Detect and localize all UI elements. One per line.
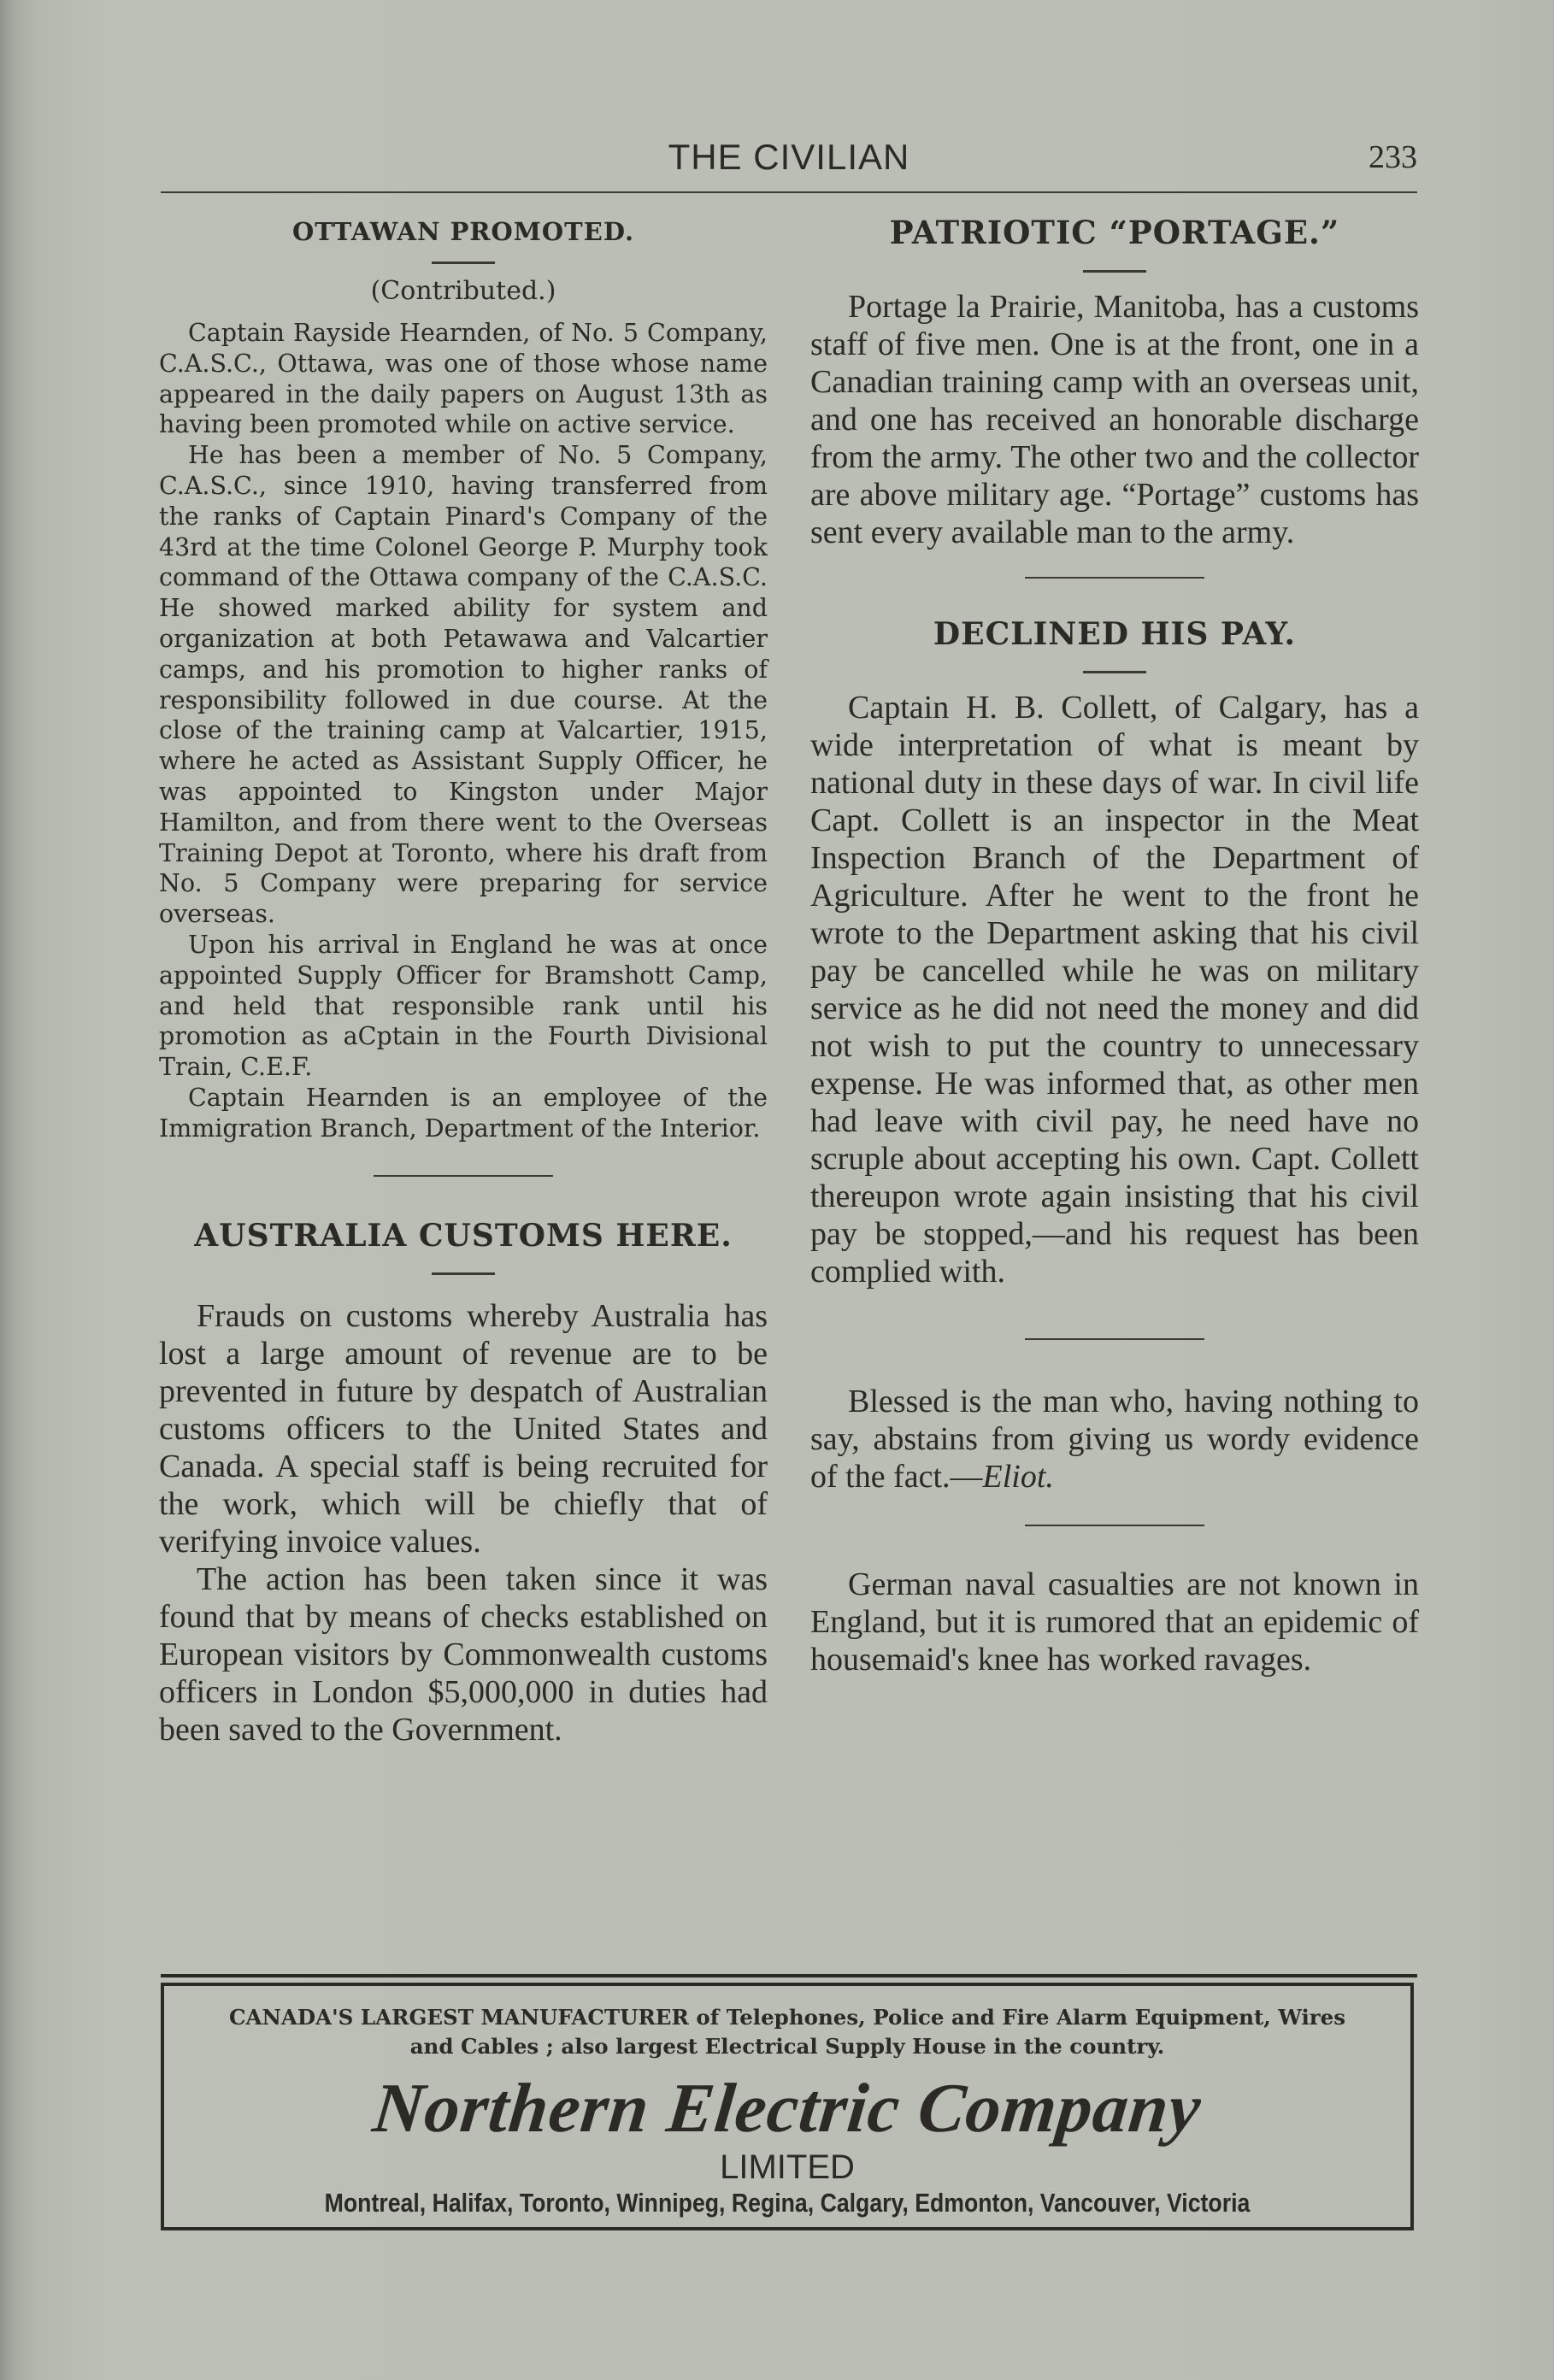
page-number: 233	[1369, 139, 1417, 175]
ad-description: CANADA'S LARGEST MANUFACTURER of Telephones, Police and Fire Alarm Equipment, Wires and Cables ; also largest Electrical Supply House in the country.	[228, 2005, 1346, 2059]
heading-rule	[1083, 270, 1146, 273]
ad-top-rule	[161, 1974, 1417, 1977]
article-heading-ottawan-promoted: OTTAWAN PROMOTED.	[291, 217, 635, 246]
section-divider	[1025, 1525, 1204, 1526]
article-paragraph: Captain Rayside Hearnden, of No. 5 Company, C.A.S.C., Ottawa, was one of those whose name appeared in the daily papers on August 13th as having been promoted while on active service.	[159, 319, 768, 439]
article-heading-declined-his-pay: DECLINED HIS PAY.	[933, 616, 1297, 652]
ad-company-name: Northern Electric Company	[369, 2069, 1205, 2147]
article-paragraph: Captain H. B. Collett, of Calgary, has a wide interpretation of what is meant by national duty in these days of war. In civil life Capt. Collett is an inspector in the Meat Inspection Branch of the Department of Agriculture. After he went to the front he wrote to the Department asking that his civil pay be cancelled while he was on military service as he did not need the money and did not wish to put the country to unnecessary expense. He was informed that, as other men had leave with civil pay, he need have no scruple about accepting his own. Capt. Collett thereupon wrote again insisting that his civil pay be stopped,—and his request has been complied with.	[810, 690, 1419, 1290]
advertisement	[161, 1983, 1414, 2230]
article-byline: (Contributed.)	[370, 276, 556, 306]
article-heading-patriotic-portage: PATRIOTIC “PORTAGE.”	[889, 214, 1340, 251]
heading-rule	[432, 1272, 495, 1275]
right-column	[810, 214, 1419, 1678]
running-header	[161, 135, 1417, 193]
article-heading-australia-customs: AUSTRALIA CUSTOMS HERE.	[194, 1217, 733, 1254]
heading-rule	[1083, 671, 1146, 673]
quote-text: Blessed is the man who, having nothing to say, abstains from giving us wordy evidence of the fact.—	[810, 1384, 1419, 1495]
article-paragraph: German naval casualties are not known in England, but it is rumored that an epidemic of housemaid's knee has worked ravages.	[810, 1566, 1419, 1678]
article-paragraph: He has been a member of No. 5 Company, C.A.S.C., since 1910, having transferred from the ranks of Captain Pinard's Company of the 43rd at the time Colonel George P. Murphy took command of the Ottawa company of the C.A.S.C. He showed marked ability for system and organization at both Petawawa and Valcartier camps, and his promotion to higher ranks of responsibility followed in due course. At the close of the training camp at Valcartier, 1915, where he acted as Assistant Supply Officer, he was appointed to Kingston under Major Hamilton, and from there went to the Overseas Training Depot at Toronto, where his draft from No. 5 Company were preparing for service overseas.	[159, 441, 768, 929]
quote-author: Eliot.	[982, 1459, 1054, 1495]
article-paragraph: The action has been taken since it was found that by means of checks established on European visitors by Commonwealth customs officers in London $5,000,000 in duties had been saved to the Government.	[159, 1560, 768, 1748]
article-paragraph: Frauds on customs whereby Australia has lost a large amount of revenue are to be prevented in future by despatch of Australian customs officers to the United States and Canada. A special staff is being recruited for the work, which will be chiefly that of verifying invoice values.	[159, 1297, 768, 1560]
ad-cities: Montreal, Halifax, Toronto, Winnipeg, Regina, Calgary, Edmonton, Vancouver, Victoria	[324, 2188, 1251, 2218]
article-paragraph: Captain Hearnden is an employee of the Immigration Branch, Department of the Interior.	[159, 1083, 768, 1143]
heading-rule	[432, 262, 495, 264]
section-divider	[374, 1175, 553, 1177]
article-paragraph: Upon his arrival in England he was at once appointed Supply Officer for Bramshott Camp, and held that responsible rank until his promotion as aCptain in the Fourth Divisional Train, C.E.F.	[159, 930, 768, 1082]
left-column	[159, 214, 768, 1748]
section-divider	[1025, 577, 1204, 579]
quote-paragraph	[810, 1383, 1419, 1496]
section-divider	[1025, 1338, 1204, 1340]
article-paragraph: Portage la Prairie, Manitoba, has a customs staff of five men. One is at the front, one in a Canadian training camp with an overseas unit, and one has received an honorable discharge from the army. The other two and the collector are above military age. “Portage” customs has sent every available man to the army.	[810, 289, 1419, 550]
journal-title: THE CIVILIAN	[668, 137, 910, 177]
ad-limited: LIMITED	[720, 2148, 855, 2186]
